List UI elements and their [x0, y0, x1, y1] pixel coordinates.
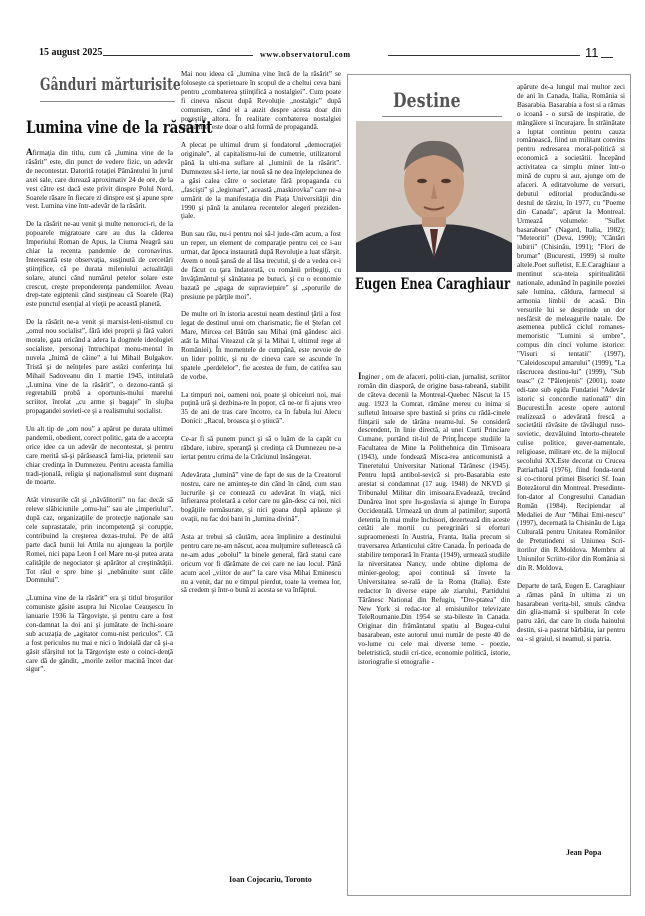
- paragraph: Un alt tip de „om nou” a apărut pe durata ultimei pandemii, obedient, corect politic, gata de a accepta orice idee ca un adevăr de necontestat, şi pentru care meritã să-şi părăsească fami-lia, prietenii sau chiar credinţa în Dumnezeu. Pentru aceasta familia tradi-ţională, religia şi naţionalismul sunt duşmani de moarte.: [26, 425, 173, 487]
- byline-right: Jean Popa: [566, 848, 602, 857]
- paragraph: Afirmaţia din titlu, cum că „lumina vine de la răsărit” este, din punct de vedere fizic, un adevăr de necontestat. Datorită rotaţiei Pământului în jurul axei sale, care durează aproximativ 24 de ore, de la vest către est dacă este privit dinspre Polul Nord, Soarele răsare în fiecare zi dinspre est şi apune spre vest. Lumina vine într-adevăr de la răsărit.: [26, 148, 173, 211]
- paragraph: Departe de tară, Eugen E. Caraghiaur a rămas până în ultima zi un basarabean verita-bil, smuls cândva din glia-mamă si spulberat în cele patru zări, dar care în ciuda hainului destin, si-a pastrat bărbătia, iar pentru ea - si graiul, si neamul, si patria.: [517, 581, 625, 644]
- section-heading-left: Gânduri mărturisite: [40, 75, 181, 95]
- paragraph: Atât virusurile cât şi „năvălitorii” nu fac decât să releve slăbiciunile „omu-lui” sau ale „imperiului”, după caz, organizaţiile de protecţie naţionale sau cele suprastatale, prin incompetenţă şi corupţie, contribuind la creşterea dezas-trului. Pe de altă parte dacă hunii lui Attila nu ajungeau la porţile Romei, nici papa Leon I cel Mare nu-şi putea arata calităţile de negociator şi apărător al creştinătăţii. Tot răul e spre bine şi „nebănuite sunt căile Domnului”.: [26, 496, 173, 585]
- paragraph: Adevărata „lumină” vine de fapt de sus de la Creatorul nostru, care ne aminteş-te din când în când, cum stau lucrurile şi ce contează cu adevărat în viaţă, nici înfierarea proletară a celor care nu gân-desc ca noi, nici bogăţiile nemăsurate, şi nici goana după aplauze şi ovaţii, nu fac doi bani în „lumina divină”.: [181, 470, 341, 524]
- article-column-4: [517, 83, 625, 843]
- paragraph: Bun sau rău, nu-i pentru noi să-l jude-căm acum, a fost un reper, un element de comparaţie pentru cei ce i-au urmat, dar ăpoca instaurată după Revoluţie a luat sfârşit. Avem o nouă şansă de al lăsa trecutul, şi de a vedea ce-i de făcut cu ţara îndatorată, cu românii pribegiţi, cu învăţământul şi sănătatea pe butuci, şi cu o economie bazată pe „spaga de supravieţuire” şi „sporurile de presiune pe părţile moi”.: [181, 230, 341, 301]
- page-number-rule: [601, 57, 613, 58]
- issue-date: 15 august 2025: [39, 47, 103, 58]
- section-heading-right: Destine: [393, 88, 461, 112]
- paragraph: Inginer , om de afaceri, politi-cian, jurnalist, scriitor român din diasporă, de origine basa-rabeană, stabilit de câteva decenii la Montreal-Quebec Născut la 15 aug. 1923 la Comrat, rămâne mereu cu inima si sufletul întoarse spre bastină si prins cu rădă-cinele fiinţarii sale de tărâna neamu-lui. Se consideră descendent, în linie directă, al unei Curti Princiare Cumane, purtând tit-lul de Prinţ.Începe studiile la Facultatea de Mine la Polithehnica din Timisoara (1943), unde fondează Misca-rea anticomunistă a Tineretului Universitar National Tărănesc (1945). Pentru luptă antibol-sevică si pro-Basarabia este arestat si condamnat (17 aug. 1948) de NKVD şi Tribunalul Militar din imisoara.Evadează, trecând Dunărea înot spre Iu-goslavia si ajunge în Europa Occidentală. Urmează un drum al patimilor; suportă detentia în mai multe închisori, dezertează din aceste cetăti ale mortii cu peregrinări si eforturi supraomenesti în Austria, Franta, Italia precum si traversarea Atlanticului către Canada. În perioada de stabilire temporară în Franta (1949), urmează studiile la niversitatea Nancy, unde obtine diploma de minier-geolog; apoi continuă să învete la Universitatea se-rală de la Roma (Italia). Este redactor în diverse etape ale ziarului, Partidului Tărănesc National din Refugiu, "Dre-ptatea" din New York si redac-tor al emisiunilor televizate TeleRoumanie.Din 1954 se sta-bileste în Canada. Originar din frământatul spatiu al Bugea-cului basarabean, este autorul unui număr de peste 40 de vo-lume cu cele mai diverse teme - poezie, beletristică, studii cri-tice, economie politică, istorie, istoriografie si etnografie -: [358, 372, 510, 666]
- portrait-photo: [356, 121, 512, 272]
- article-column-2: [181, 70, 341, 880]
- paragraph: „Lumina vine de la răsărit” era şi titlul broşurilor comuniste găsite asupra lui Nicolae Ceauşescu în ianuarie 1936 la Târgovişte, şi pentru care a fost con-damnat la doi ani şi jumătate de închi-soare sub acuzaţia de „agitator comu-nist periculos”. Că a fost periculos nu mai e nici o îndoială dar că şi-a găsit sfârşitul tot la Târgovişte este o coinci-denţă care dă de gândit, „morile zeilor macină încet dar sigur”.: [26, 594, 173, 674]
- paragraph: Ce-ar fi să punem punct şi să o luăm de la capăt cu răbdare, iubire, speranţă şi credinţa că Dumnezeu ne-a iertat pentru crima de la Crăciunul însângerat.: [181, 435, 341, 461]
- paragraph: La timpuri noi, oameni noi, poate şi obiceiuri noi, mai puţină ură şi dezbina-re în popor, că ne-or fi ajuns vreo 35 de ani de tras care încotro, ca în fabula lui Alecu Donici: „Racul, broasca şi o ştiucă”.: [181, 390, 341, 426]
- paragraph: Mai nou ideea că „lumina vine încă de la răsărit” se foloseşte ca sperietoare în scopul de a cheltui ceva bani pentru „combaterea ştiinţifică a nostalgiei”. Cum poate fi cineva născut după Revoluţie „nostalgic” după comunism, când el a auzit despre acesta doar din poveştile altora. În realitate combaterea nostalgiei comuniste este doar o altă formă de propagandă.: [181, 70, 341, 132]
- site-address: www.observatorul.com: [260, 50, 351, 59]
- paragraph: De la răsărit ne-au venit şi multe nenoroci-ri, de la popoarele migratoare care au dus la căderea Imperiului Roman de Apus, la Ciuma Neagră sau chiar la recenta pandemie de coronavirus. Interesantă este observaţia, susţinută de cercetări ştiinţifice, că pe durata mileniului actualităţii solare, atunci când numărul petelor solare este crescut, creşte preponderenţa pandemiilor. Aveau drep-tate egiptenii când susţineau că Soarele (Ra) este punctul esenţial al vieţii pe această planetă.: [26, 220, 173, 309]
- paragraph: Asta ar trebui să căutăm, acea împlinire a destinului pentru care ne-am născut, acea mulţumire sufletească că ne-am adus „obolul” la binele general, fără statui care oricum vor fi dărâmate de cei care ne iau locul. Până acum acel „viitor de aur” la care visa Mihai Eminescu nu a venit, dar nu e timpul pierdut, toate la vremea lor, să credem şi într-o bună zi acesta se va înfăptui.: [181, 533, 341, 595]
- article-column-1: [26, 148, 173, 900]
- page-number: 11: [585, 45, 599, 60]
- article-column-3: [358, 372, 510, 842]
- header-rule-right: [388, 55, 580, 56]
- paragraph: De multe ori în istoria acestui neam destinul ţării a fost legat de destinul unui om charismatic, fie el Ştefan cel Mare, Mircea cel Bătrân sau Mihai (mă gândesc aici atât la Mihai Viteazul cât şi la Mihai I, ultimul rege al României). În momentele de cumpănă, este nevoie de un lider politic, şi nu de cineva care se ascunde în spatele „perdelelor”, fie acestea de fum, de catifea sau de vorbe.: [181, 310, 341, 381]
- section-rule-left: [40, 101, 175, 102]
- byline-left: Ioan Cojocariu, Toronto: [229, 875, 312, 884]
- paragraph: apărute de-a lungul mai multor zeci de ani în Canada, Italia, România si Basarabia. Basarabia a fost si a rămas o icoană - o sursă de inspiratie, de mângâiere si încurajare. În străinătate a luptat continuu pentru cauza românească, fiind un militant convins pentru redresarea moral-politică si economică a societătii. Începând activitatea ca simplu miner într-o mină de cupru si aur, ajunge om de afaceri. A editatvolume de versuri, debutul editorial producându-se destul de târziu, în 1977, cu "Poeme din Canada", apărut la Montreal. Urmează volumele: "Suflet basarabean" (Nagard, Italia, 1982); "Meteoriti" (Deva, 1990); "Cântări iubirii" (Chisinău, 1991); "Flori de brumar" (Bucuresti, 1999) si multe altele.Poet sufletist, E.E.Caraghiaur a mentinut sca-nteia spiritualitătii nationale, adunând în paginile poeziei sale lumina, căldura, farmecul si armonia limbii de acasă. Din versurile lui se desprinde un dor nesfârsit de meleagurile natale. De asemenea publică ciclul romanes-memoristic "Lumini si umbre", compus din cinci volume istorice: "Visuri si tentatii" (1997), "Caleidoscopul amarului" (1999), "La răscrucea destinu-lui" (1999), "Sub teasc" (2 "Păienjenis" (2001), toate edi-tate sub egida Fundatiei "Adevăr istoric si concordie natională" din Bucuresti.În aceste opere autorul realizează o adevărată frescă a societătii răvăsite de tăvălugul ruso-sovietic, dezvăluind întorto-cheatele culise politice, guver-namentale, religioase, militare etc. de la mijlocul secolului XX.Este decorat cu Crucea Patriarhală (1976), fiind fonda-torul si co-ctitorul primei Biserici Sf. Ioan Botezătorul din Montreal. Presedinte-fon-dator al Congresului Canadian Român (1984). Recipiendar al Medaliei de Aur "Mihai Emi-nescu" (1997), decernată la Chisinău de Liga Culturală pentru Unitatea Românilor de Pretutindeni si Uniunea Scri-itorilor din R.Moldova. Membru al Uniunilor Scriito-rilor din România si din R. Moldova.: [517, 83, 625, 572]
- profile-name: Eugen Enea Caraghiaur: [355, 274, 511, 293]
- paragraph: De la răsărit ne-a venit şi marxist-leni-nismul cu „omul nou socialist”, fără idei proprii şi fără valori morale, gata oricând a adera la dogmele ideologiei socialiste, personaj întruchipat monu-mental în nuvela „Inimă de câine” a lui Mihail Bulgakov. Tristă şi de neînţeles pare astăzi conferinţa lui Mihail Sadoveanu din 1 martie 1945, intitulată „Lumina vine de la răsărit”, o dezono-rantă şi regretabilă probă a oportunis-mului marelui scriitor, înrolat „cu arme şi bagaje” în slujba propagandei sovieti-ce şi a realismului socialist.: [26, 318, 173, 416]
- section-rule-right: [382, 116, 502, 117]
- header-rule-left: [103, 55, 253, 56]
- portrait-illustration: [356, 121, 512, 272]
- article-title: Lumina vine de la răsărit: [26, 118, 213, 137]
- paragraph: A plecat pe ultimul drum şi fondatorul „democraţiei originale”, al capitalismu-lui de cumetrie, utilizatorul până la ulti-ma suflare al „luminii de la răsărit”. Dumnezeu să-l ierte, iar nouă să ne dea înţelepciunea de a găsi calea către o societate fără propaganda cu „fascişti” şi „legionari”, această „maskirovka” care ne-a urmărit de la manifestaţia din Piaţa Universităţii din 1990 şi până la anularea recentelor alegeri preziden-ţiale.: [181, 141, 341, 221]
